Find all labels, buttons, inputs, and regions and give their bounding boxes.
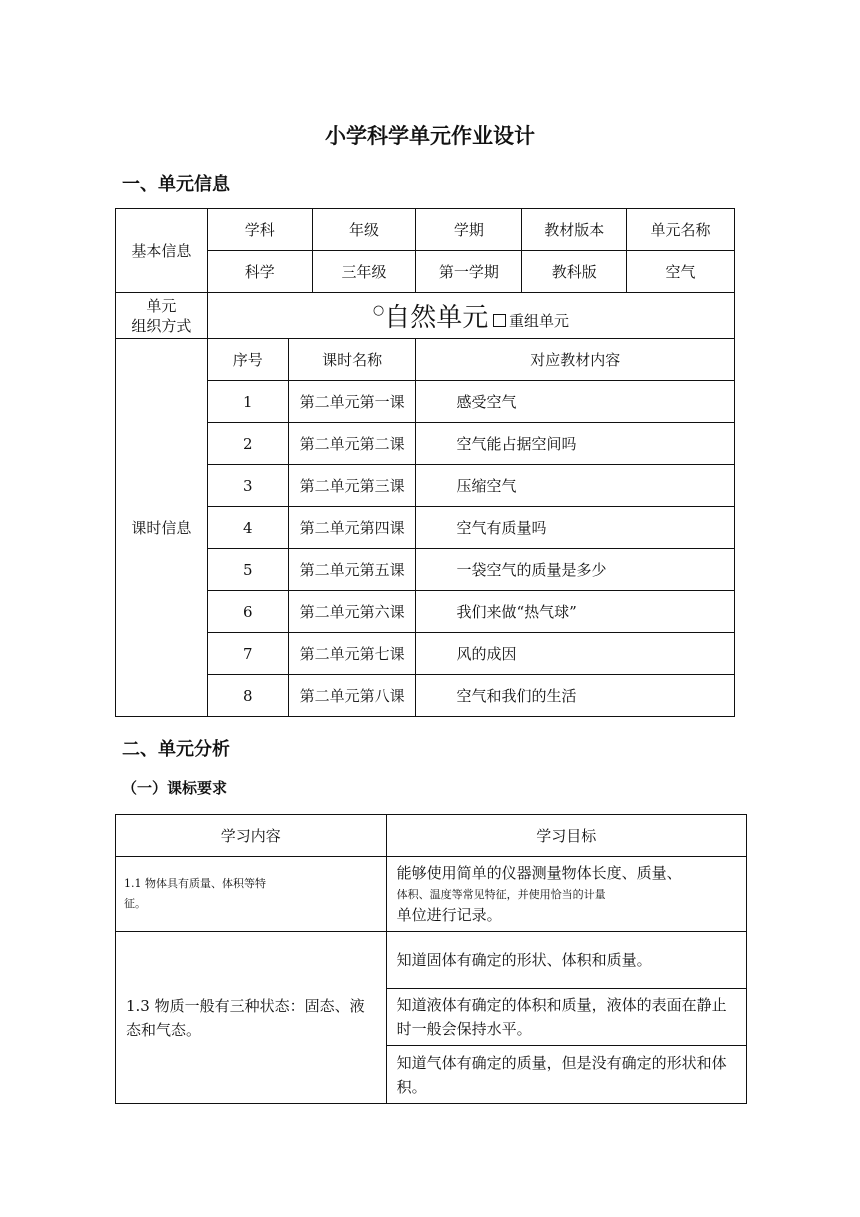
basic-info-label: 基本信息	[116, 209, 208, 293]
lesson-number: 1	[207, 381, 288, 423]
lesson-name: 第二单元第二课	[288, 423, 416, 465]
reorganized-unit-checkbox[interactable]	[493, 314, 506, 327]
lesson-row	[116, 423, 735, 465]
organization-label	[116, 293, 208, 339]
header-textbook: 教材版本	[522, 209, 627, 251]
content-1-1-line2: 征。	[124, 897, 146, 910]
organization-label-line1: 单元	[146, 296, 177, 315]
lesson-number: 4	[207, 507, 288, 549]
organization-options	[207, 293, 734, 339]
header-subject: 学科	[207, 209, 312, 251]
natural-unit-option: 自然单元	[384, 303, 489, 333]
lesson-name: 第二单元第四课	[288, 507, 416, 549]
goal-1-1	[386, 857, 746, 932]
value-grade: 三年级	[312, 251, 416, 293]
lesson-name: 第二单元第八课	[288, 675, 416, 717]
lesson-row	[116, 591, 735, 633]
lesson-content: 一袋空气的质量是多少	[416, 549, 735, 591]
lesson-name: 第二单元第五课	[288, 549, 416, 591]
lesson-content: 空气有质量吗	[416, 507, 735, 549]
value-subject: 科学	[207, 251, 312, 293]
lesson-number: 5	[207, 549, 288, 591]
curriculum-table	[115, 814, 747, 1104]
section-heading-unit-analysis: 二、单元分析	[122, 739, 230, 760]
goal-1-1-line3: 单位进行记录。	[396, 906, 502, 924]
header-learning-goal: 学习目标	[386, 815, 746, 857]
lesson-content: 空气和我们的生活	[416, 675, 735, 717]
organization-label-line2: 组织方式	[131, 316, 192, 335]
lesson-content: 感受空气	[416, 381, 735, 423]
section-heading-unit-info: 一、单元信息	[122, 174, 230, 195]
header-semester: 学期	[416, 209, 522, 251]
lesson-row	[116, 549, 735, 591]
header-learning-content: 学习内容	[116, 815, 387, 857]
lesson-content: 风的成因	[416, 633, 735, 675]
lesson-row	[116, 633, 735, 675]
lesson-content: 压缩空气	[416, 465, 735, 507]
lesson-name: 第二单元第三课	[288, 465, 416, 507]
value-unit-name: 空气	[627, 251, 735, 293]
lesson-number: 8	[207, 675, 288, 717]
lesson-number: 7	[207, 633, 288, 675]
lesson-number: 6	[207, 591, 288, 633]
lesson-info-label: 课时信息	[116, 339, 208, 717]
reorganized-unit-option: 重组单元	[508, 312, 569, 330]
selected-radio-icon[interactable]: ○	[372, 303, 385, 318]
goal-liquid: 知道液体有确定的体积和质量，液体的表面在静止时一般会保持水平。	[386, 989, 746, 1046]
lesson-name: 第二单元第七课	[288, 633, 416, 675]
lesson-row	[116, 675, 735, 717]
subheading-curriculum: （一）课标要求	[122, 779, 228, 797]
lesson-row	[116, 507, 735, 549]
header-number: 序号	[207, 339, 288, 381]
lesson-row	[116, 381, 735, 423]
lesson-row	[116, 465, 735, 507]
unit-info-table	[115, 208, 735, 717]
value-textbook: 教科版	[522, 251, 627, 293]
lesson-content: 空气能占据空间吗	[416, 423, 735, 465]
content-1-1-line1: 1.1 物体具有质量、体积等特	[124, 877, 266, 890]
lesson-number: 2	[207, 423, 288, 465]
goal-1-1-line1: 能够使用简单的仪器测量物体长度、质量、	[396, 864, 682, 882]
goal-solid: 知道固体有确定的形状、体积和质量。	[386, 932, 746, 989]
value-semester: 第一学期	[416, 251, 522, 293]
goal-gas: 知道气体有确定的质量，但是没有确定的形状和体积。	[386, 1046, 746, 1104]
header-unit-name: 单元名称	[627, 209, 735, 251]
page-title: 小学科学单元作业设计	[325, 124, 535, 148]
header-textbook-content: 对应教材内容	[416, 339, 735, 381]
header-grade: 年级	[312, 209, 416, 251]
header-lesson-name: 课时名称	[288, 339, 416, 381]
lesson-name: 第二单元第六课	[288, 591, 416, 633]
lesson-number: 3	[207, 465, 288, 507]
goal-1-1-line2: 体积、温度等常见特征，并使用恰当的计量	[396, 888, 606, 901]
content-1-3: 1.3 物质一般有三种状态：固态、液态和气态。	[116, 932, 387, 1104]
lesson-content: 我们来做“热气球”	[416, 591, 735, 633]
content-1-1	[116, 857, 387, 932]
lesson-name: 第二单元第一课	[288, 381, 416, 423]
